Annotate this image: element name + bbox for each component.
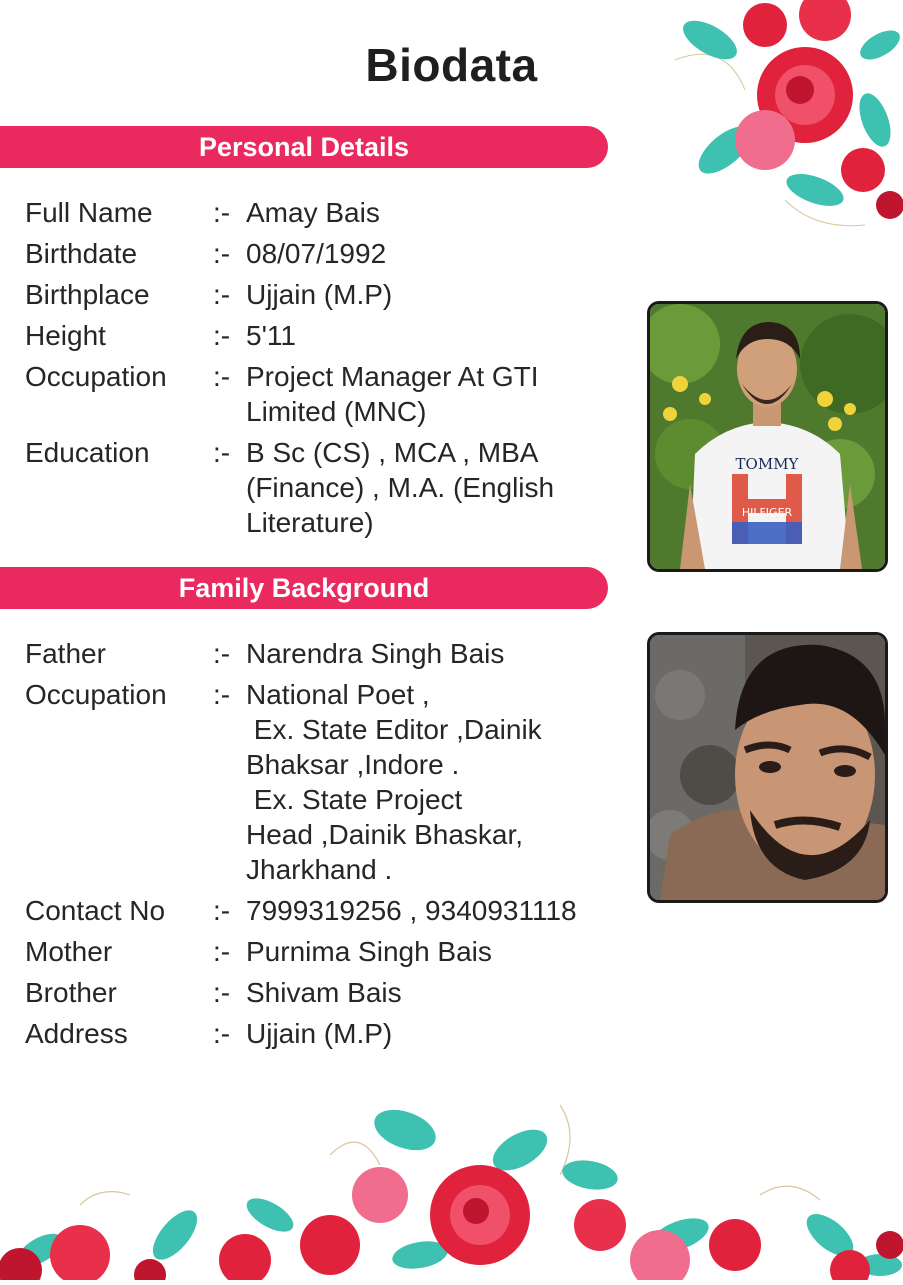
detail-label: Height [25, 320, 106, 351]
detail-row [25, 975, 625, 1010]
value-line: National Poet , [246, 679, 430, 710]
detail-value [246, 277, 625, 312]
detail-value [246, 318, 625, 353]
value-line: Head ,Dainik Bhaskar, [246, 819, 524, 850]
detail-label: Birthplace [25, 279, 150, 310]
detail-separator: :- [213, 320, 231, 351]
section-heading-family-background: Family Background [0, 567, 608, 609]
section-heading-personal-details: Personal Details [0, 126, 608, 168]
detail-label: Education [25, 437, 150, 468]
detail-separator: :- [213, 1018, 231, 1049]
detail-row [25, 277, 625, 312]
value-line: Literature) [246, 507, 374, 538]
detail-label: Brother [25, 977, 117, 1008]
detail-value [246, 195, 625, 230]
value-line: Purnima Singh Bais [246, 936, 492, 967]
detail-label: Address [25, 1018, 128, 1049]
detail-row [25, 636, 625, 671]
detail-value [246, 636, 625, 671]
detail-row [25, 195, 625, 230]
detail-value [246, 677, 625, 887]
rose-decoration-top-right [665, 0, 903, 240]
value-line: Ujjain (M.P) [246, 1018, 393, 1049]
detail-row [25, 236, 625, 271]
detail-separator: :- [213, 361, 231, 392]
value-line: Shivam Bais [246, 977, 402, 1008]
page-title: Biodata [365, 39, 538, 91]
detail-row [25, 677, 625, 887]
detail-label: Contact No [25, 895, 166, 926]
detail-row [25, 435, 625, 540]
detail-separator: :- [213, 437, 231, 468]
value-line: B Sc (CS) , MCA , MBA [246, 437, 539, 468]
detail-value [246, 359, 625, 429]
shirt-text-tommy: TOMMY [735, 455, 799, 473]
value-line: Amay Bais [246, 197, 380, 228]
detail-value [246, 1016, 625, 1051]
detail-label: Occupation [25, 679, 167, 710]
personal-details-list [25, 195, 625, 546]
detail-label: Full Name [25, 197, 153, 228]
detail-separator: :- [213, 895, 231, 926]
detail-row [25, 359, 625, 429]
detail-row [25, 318, 625, 353]
detail-label: Birthdate [25, 238, 138, 269]
detail-row [25, 934, 625, 969]
rose-decoration-bottom [0, 1095, 903, 1280]
detail-row [25, 1016, 625, 1051]
detail-separator: :- [213, 936, 231, 967]
detail-value [246, 975, 625, 1010]
value-line: Limited (MNC) [246, 396, 427, 427]
value-line: Ex. State Project [246, 784, 463, 815]
value-line: 5'11 [246, 320, 296, 351]
profile-photo-2 [647, 632, 888, 903]
value-line: Bhaksar ,Indore . [246, 749, 460, 780]
value-line: Jharkhand . [246, 854, 393, 885]
detail-separator: :- [213, 977, 231, 1008]
detail-value [246, 435, 625, 540]
detail-label: Occupation [25, 361, 167, 392]
detail-separator: :- [213, 197, 231, 228]
value-line: Ex. State Editor ,Dainik [246, 714, 542, 745]
value-line: Narendra Singh Bais [246, 638, 505, 669]
family-background-list [25, 636, 625, 1057]
value-line: (Finance) , M.A. (English [246, 472, 555, 503]
detail-value [246, 236, 625, 271]
detail-separator: :- [213, 679, 231, 710]
value-line: 7999319256 , 9340931118 [246, 895, 577, 926]
detail-label: Mother [25, 936, 113, 967]
detail-separator: :- [213, 638, 231, 669]
value-line: 08/07/1992 [246, 238, 387, 269]
detail-separator: :- [213, 238, 231, 269]
detail-value [246, 934, 625, 969]
detail-separator: :- [213, 279, 231, 310]
detail-value [246, 893, 625, 928]
profile-photo-1 [647, 301, 888, 572]
value-line: Project Manager At GTI [246, 361, 539, 392]
detail-label: Father [25, 638, 106, 669]
detail-row [25, 893, 625, 928]
shirt-text-hilfiger: HILFIGER [741, 506, 793, 519]
value-line: Ujjain (M.P) [246, 279, 393, 310]
